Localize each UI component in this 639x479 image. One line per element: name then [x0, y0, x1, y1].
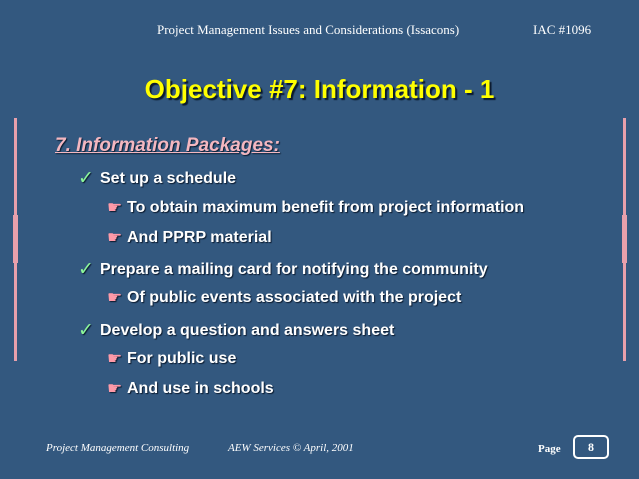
pointing-hand-icon: ☛: [107, 288, 123, 307]
header-code: IAC #1096: [533, 22, 592, 37]
sub-bullet-item: [107, 198, 524, 218]
bullet-item: [78, 258, 488, 281]
pointing-hand-icon: ☛: [107, 198, 123, 217]
sub-bullet-text: And PPRP material: [127, 229, 272, 246]
check-icon: ✓: [78, 168, 94, 189]
header-title: Project Management Issues and Considerations (Issacons): [157, 22, 460, 37]
sub-bullet-text: And use in schools: [127, 380, 274, 397]
pointing-hand-icon: ☛: [107, 228, 123, 247]
sub-bullet-text: For public use: [127, 350, 237, 367]
pointing-hand-icon: ☛: [107, 379, 123, 398]
page-number: 8: [588, 439, 594, 454]
sub-bullet-text: Of public events associated with the project: [127, 289, 462, 306]
footer-company: Project Management Consulting: [46, 442, 190, 454]
bullet-text: Prepare a mailing card for notifying the community: [100, 260, 488, 278]
sub-bullet-item: [107, 379, 274, 399]
bullet-text: Set up a schedule: [100, 169, 237, 187]
sub-bullet-text: To obtain maximum benefit from project information: [127, 199, 525, 216]
sub-bullet-item: [107, 349, 236, 369]
left-border-accent: [13, 215, 18, 263]
bullet-text: Develop a question and answers sheet: [100, 321, 395, 339]
bullet-item: [78, 319, 394, 342]
slide-title: Objective #7: Information - 1: [144, 74, 495, 104]
sub-bullet-item: [107, 288, 461, 308]
pointing-hand-icon: ☛: [107, 349, 123, 368]
check-icon: ✓: [78, 259, 94, 280]
right-border-accent: [622, 215, 627, 263]
page-label: Page: [538, 443, 561, 455]
sub-bullet-item: [107, 228, 272, 248]
bullet-item: [78, 167, 236, 190]
check-icon: ✓: [78, 320, 94, 341]
slide-subheading: 7. Information Packages:: [55, 135, 280, 156]
page-number-box: [573, 435, 609, 459]
footer-credit: AEW Services © April, 2001: [228, 442, 354, 454]
